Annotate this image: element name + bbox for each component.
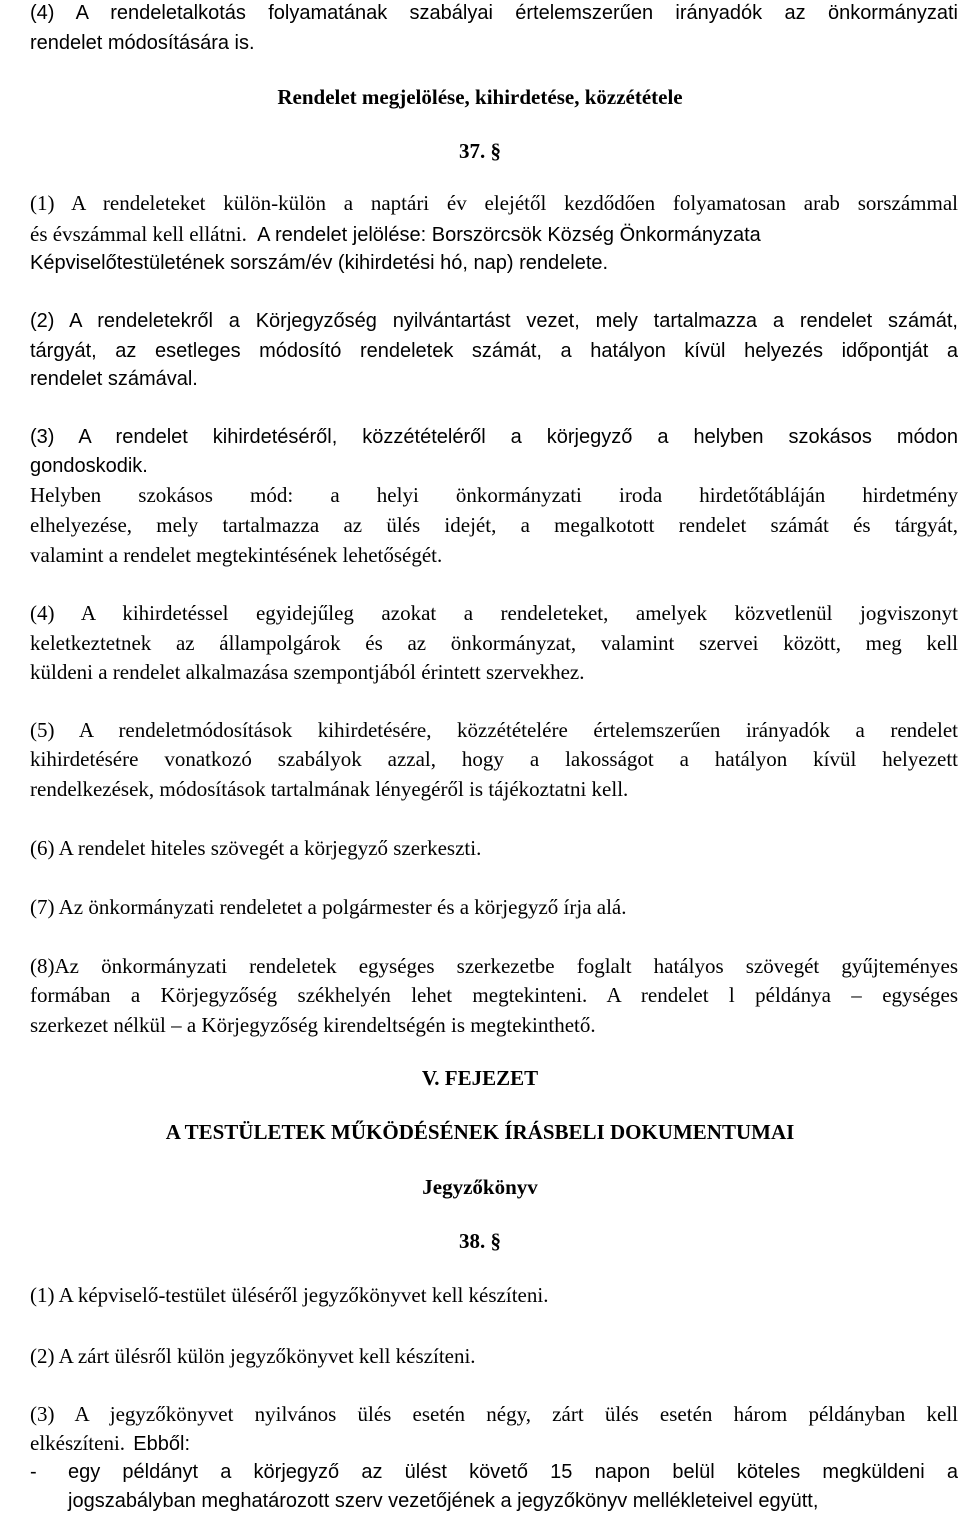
p37-4-line-2: keletkeztetnek az állampolgárok és az önkormányzat, valamint szervei között, meg kell (30, 631, 958, 655)
p37-1-line-2 (30, 222, 958, 247)
p37-2-line-1: (2) A rendeletekről a Körjegyzőség nyilvántartást vezet, mely tartalmazza a rendelet számát, (30, 310, 958, 332)
paragraph-number-37: 37. § (459, 139, 501, 163)
p37-3-line-5: valamint a rendelet megtekintésének lehetőségét. (30, 543, 443, 567)
p37-1-line-3: Képviselőtestületének sorszám/év (kihirdetési hó, nap) rendelete. (30, 252, 609, 274)
p37-1-line-1: (1) A rendeleteket külön-külön a naptári év elejétől kezdődően folyamatosan arab sorszámmal (30, 191, 958, 215)
p37-8-line-3: szerkezet nélkül – a Körjegyzőség kirendeltségén is megtekinthető. (30, 1013, 596, 1037)
p38-3-line-1: (3) A jegyzőkönyvet nyilvános ülés esetén négy, zárt ülés esetén három példányban kell (30, 1402, 958, 1426)
p37-3-line-1: (3) A rendelet kihirdetéséről, közzétételéről a körjegyző a helyben szokásos módon (30, 426, 958, 448)
p37-2-line-2: tárgyát, az esetleges módosító rendeletek számát, a hatályon kívül helyezés időpontját a (30, 340, 958, 362)
intro-line-1: (4) A rendeletalkotás folyamatának szabályai értelemszerűen irányadók az önkormányzati (30, 2, 958, 24)
list-bullet-dash: - (30, 1461, 37, 1483)
p37-5-line-1: (5) A rendeletmódosítások kihirdetésére, közzétételére értelemszerűen irányadók a rendelet (30, 718, 958, 742)
p37-5-line-2: kihirdetésére vonatkozó szabályok azzal, hogy a lakosságot a hatályon kívül helyezett (30, 747, 958, 771)
p37-3-line-4: elhelyezése, mely tartalmazza az ülés idejét, a megalkotott rendelet számát és tárgyát, (30, 513, 958, 537)
p37-8-line-2: formában a Körjegyzőség székhelyén lehet megtekinteni. A rendelet l példánya – egységes (30, 983, 958, 1007)
p37-3-line-3: Helyben szokásos mód: a helyi önkormányzati iroda hirdetőtábláján hirdetmény (30, 483, 958, 507)
intro-line-2: rendelet módosítására is. (30, 32, 255, 54)
p37-4-line-1: (4) A kihirdetéssel egyidejűleg azokat a rendeleteket, amelyek közvetlenül jogviszonyt (30, 601, 958, 625)
p37-2-line-3: rendelet számával. (30, 368, 198, 390)
p38-3-line-2a: elkészíteni. (30, 1431, 126, 1455)
p37-8-line-1: (8)Az önkormányzati rendeletek egységes szerkezetbe foglalt hatályos szövegét gyűjteményes (30, 954, 958, 978)
paragraph-number-38: 38. § (459, 1229, 501, 1253)
p37-1-line-2a: és évszámmal kell ellátni. (30, 222, 247, 246)
p37-3-line-2: gondoskodik. (30, 455, 148, 477)
p38-1: (1) A képviselő-testület üléséről jegyzőkönyvet kell készíteni. (30, 1283, 549, 1307)
p37-5-line-3: rendelkezések, módosítások tartalmának lényegéről is tájékoztatni kell. (30, 777, 629, 801)
p38-3-line-2 (30, 1431, 958, 1456)
chapter-title: A TESTÜLETEK MŰKÖDÉSÉNEK ÍRÁSBELI DOKUMENTUMAI (165, 1120, 795, 1144)
list-item-1-line-1: egy példányt a körjegyző az ülést követő 15 napon belül köteles megküldeni a (68, 1461, 958, 1483)
p37-7: (7) Az önkormányzati rendeletet a polgármester és a körjegyző írja alá. (30, 895, 627, 919)
subheading-jegyzokonyv: Jegyzőkönyv (422, 1175, 538, 1199)
chapter-number: V. FEJEZET (421, 1066, 539, 1090)
p37-1-line-2b: A rendelet jelölése: Borszörcsök Község Önkormányzata (257, 224, 761, 246)
section-heading: Rendelet megjelölése, kihirdetése, közzététele (277, 85, 683, 109)
p38-2: (2) A zárt ülésről külön jegyzőkönyvet kell készíteni. (30, 1344, 476, 1368)
list-item-1-line-2: jogszabályban meghatározott szerv vezetőjének a jegyzőkönyv mellékleteivel együtt, (68, 1490, 819, 1512)
p37-6: (6) A rendelet hiteles szövegét a körjegyző szerkeszti. (30, 836, 482, 860)
p37-4-line-3: küldeni a rendelet alkalmazása szempontjából érintett szervekhez. (30, 660, 585, 684)
p38-3-line-2b: Ebből: (133, 1433, 191, 1455)
